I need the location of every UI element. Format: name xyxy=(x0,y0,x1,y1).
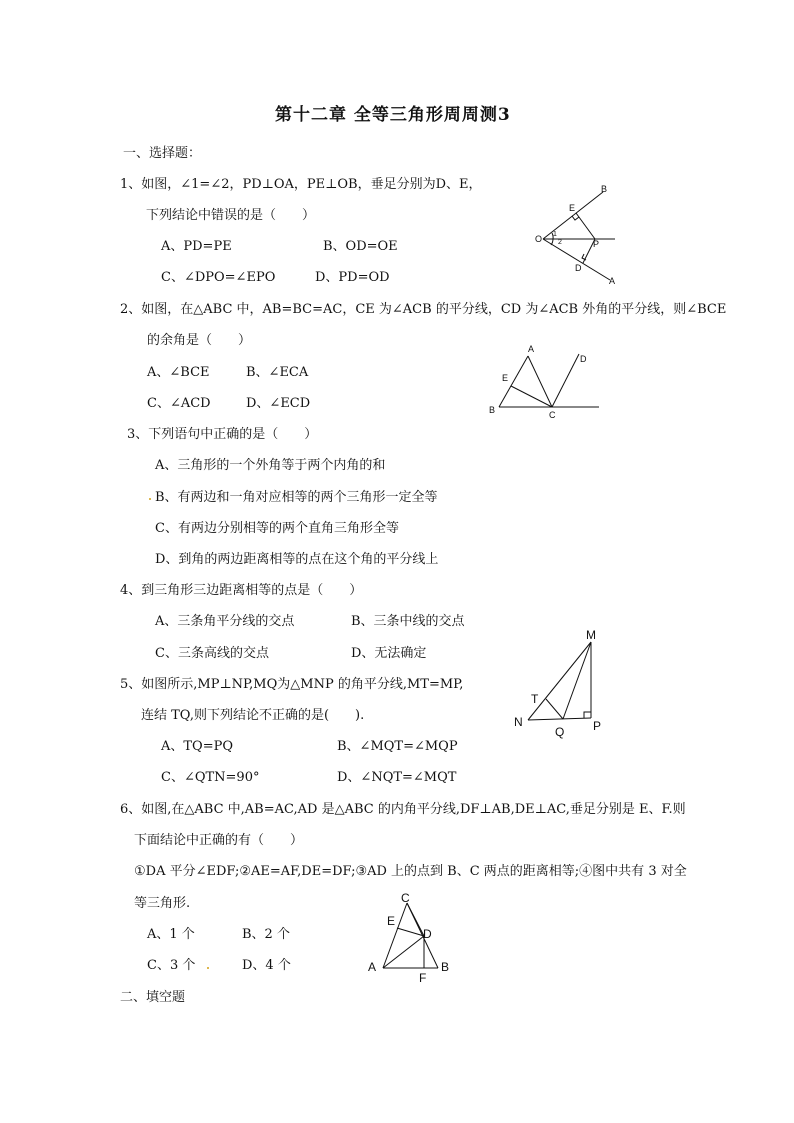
label-d: D xyxy=(580,354,587,364)
q3-stem: 3、下列语句中正确的是（ ） xyxy=(127,427,318,442)
label-e: E xyxy=(387,914,396,928)
label-a: A xyxy=(368,960,377,974)
q6-option-d: D、4 个 xyxy=(242,958,291,973)
page-title: 第十二章 全等三角形周周测3 xyxy=(275,105,511,125)
q5-stem-line1: 5、如图所示,MP⊥NP,MQ为△MNP 的角平分线,MT=MP, xyxy=(120,677,464,692)
q1-figure xyxy=(525,180,625,290)
q1-option-d: D、PD=OD xyxy=(315,270,390,285)
q3-option-c: C、有两边分别相等的两个直角三角形全等 xyxy=(155,521,399,536)
q4-option-c: C、三条高线的交点 xyxy=(155,646,269,661)
q3-option-b: B、有两边和一角对应相等的两个三角形一定全等 xyxy=(155,490,438,505)
label-b: B xyxy=(441,960,450,974)
q6-stem-line1: 6、如图,在△ABC 中,AB=AC,AD 是△ABC 的内角平分线,DF⊥AB,DE⊥AC,垂足分别是 E、F.则 xyxy=(120,802,686,817)
label-b: B xyxy=(601,184,608,194)
bisector-mq xyxy=(563,642,591,719)
q2-option-b: B、∠ECA xyxy=(246,365,309,380)
stray-dot xyxy=(149,498,151,500)
section-fill-heading: 二、填空题 xyxy=(120,990,186,1005)
segment-dc xyxy=(407,903,424,936)
label-t: T xyxy=(531,692,539,706)
right-angle-e xyxy=(572,216,579,220)
angle-arc-2 xyxy=(551,239,553,245)
q5-option-c: C、∠QTN=90° xyxy=(161,770,260,785)
label-1: 1 xyxy=(553,231,557,238)
q4-option-a: A、三条角平分线的交点 xyxy=(155,614,295,629)
label-c: C xyxy=(401,891,410,905)
q4-stem: 4、到三角形三边距离相等的点是（ ） xyxy=(120,583,363,598)
q6-option-b: B、2 个 xyxy=(242,927,290,942)
q3-option-a: A、三角形的一个外角等于两个内角的和 xyxy=(155,458,386,473)
label-n: N xyxy=(514,715,523,729)
segment-nm xyxy=(528,642,591,720)
label-c: C xyxy=(549,410,556,420)
side-ac xyxy=(528,356,552,407)
q2-stem-line2: 的余角是（ ） xyxy=(147,333,252,348)
q6-stem-line2: 下面结论中正确的有（ ） xyxy=(134,833,304,848)
label-f: F xyxy=(419,971,427,985)
q6-stem-line3: ①DA 平分∠EDF;②AE=AF,DE=DF;③AD 上的点到 B、C 两点的距离相等;④图中共有 3 对全 xyxy=(134,864,687,879)
label-e: E xyxy=(502,373,509,383)
label-2: 2 xyxy=(558,239,562,246)
label-d: D xyxy=(575,263,582,273)
q5-stem-line2: 连结 TQ,则下列结论不正确的是( ). xyxy=(141,708,365,723)
segment-ce xyxy=(511,386,552,407)
q2-stem-line1: 2、如图，在△ABC 中，AB=BC=AC，CE 为∠ACB 的平分线，CD 为∠ACB 外角的平分线，则∠BCE xyxy=(120,302,727,317)
q2-option-a: A、∠BCE xyxy=(147,365,210,380)
q1-stem-line1: 1、如图，∠1=∠2，PD⊥OA，PE⊥OB，垂足分别为D、E， xyxy=(120,177,482,192)
ray-oa xyxy=(543,239,610,280)
segment-tq xyxy=(546,699,563,719)
label-a: A xyxy=(609,276,616,286)
label-d: D xyxy=(423,927,432,941)
q1-option-c: C、∠DPO=∠EPO xyxy=(161,270,276,285)
q5-figure xyxy=(510,622,610,740)
q1-stem-line2: 下列结论中错误的是（ ） xyxy=(146,208,316,223)
label-e: E xyxy=(569,203,576,213)
q2-option-c: C、∠ACD xyxy=(147,396,211,411)
segment-np xyxy=(528,718,591,720)
q6-option-a: A、1 个 xyxy=(147,927,195,942)
label-m: M xyxy=(586,628,596,642)
q1-option-b: B、OD=OE xyxy=(323,239,398,254)
q1-option-a: A、PD=PE xyxy=(161,239,232,254)
right-angle-p xyxy=(584,712,591,718)
q6-stem-line4: 等三角形. xyxy=(134,896,191,911)
label-a: A xyxy=(528,344,535,354)
q4-option-b: B、三条中线的交点 xyxy=(351,614,465,629)
q5-option-d: D、∠NQT=∠MQT xyxy=(337,770,457,785)
q6-option-c: C、3 个 xyxy=(147,958,196,973)
q2-figure xyxy=(485,340,605,425)
q5-option-b: B、∠MQT=∠MQP xyxy=(337,739,458,754)
q5-option-a: A、TQ=PQ xyxy=(161,739,234,754)
label-o: O xyxy=(535,234,543,244)
ray-ob xyxy=(543,192,603,239)
section-choice-heading: 一、选择题： xyxy=(123,146,202,161)
ray-cd xyxy=(552,354,579,407)
label-p: P xyxy=(593,239,600,249)
q2-option-d: D、∠ECD xyxy=(246,396,311,411)
label-p: P xyxy=(593,719,602,733)
q6-figure xyxy=(360,890,460,988)
q4-option-d: D、无法确定 xyxy=(351,646,427,661)
label-b: B xyxy=(489,405,496,415)
q3-option-d: D、到角的两边距离相等的点在这个角的平分线上 xyxy=(155,552,439,567)
stray-dot xyxy=(207,967,209,969)
label-q: Q xyxy=(555,725,565,739)
